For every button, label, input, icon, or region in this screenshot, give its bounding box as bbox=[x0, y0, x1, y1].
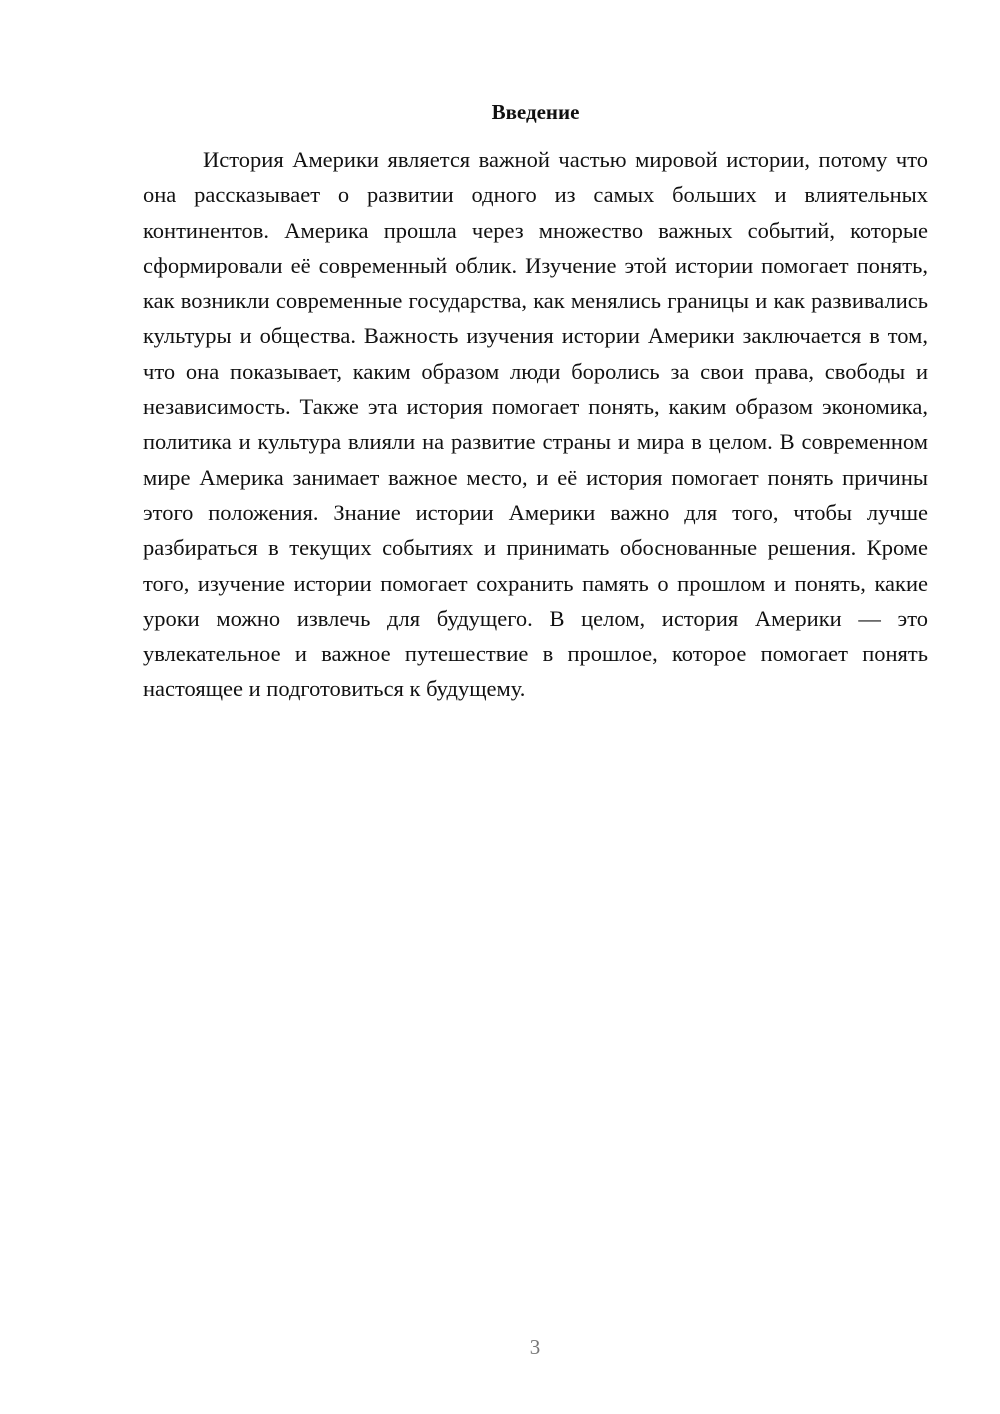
section-heading: Введение bbox=[491, 100, 580, 124]
page-number: 3 bbox=[529, 1335, 541, 1359]
body-paragraph: История Америки является важной частью мировой истории, потому что она рассказывает о развитии одного из самых больших и влиятельных континентов. Америка прошла через множество важных событий, которые сформировали её современный облик. Изучение этой истории помогает понять, как возникли современные государства, как менялись границы и как развивались культуры и общества. Важность изучения истории Америки заключается в том, что она показывает, каким образом люди боролись за свои права, свободы и независимость. Также эта история помогает понять, каким образом экономика, политика и культура влияли на развитие страны и мира в целом. В современном мире Америка занимает важное место, и её история помогает понять причины этого положения. Знание истории Америки важно для того, чтобы лучше разбираться в текущих событиях и принимать обоснованные решения. Кроме того, изучение истории помогает сохранить память о прошлом и понять, какие уроки можно извлечь для будущего. В целом, история Америки — это увлекательное и важное путешествие в прошлое, которое помогает понять настоящее и подготовиться к будущему. bbox=[143, 147, 928, 702]
